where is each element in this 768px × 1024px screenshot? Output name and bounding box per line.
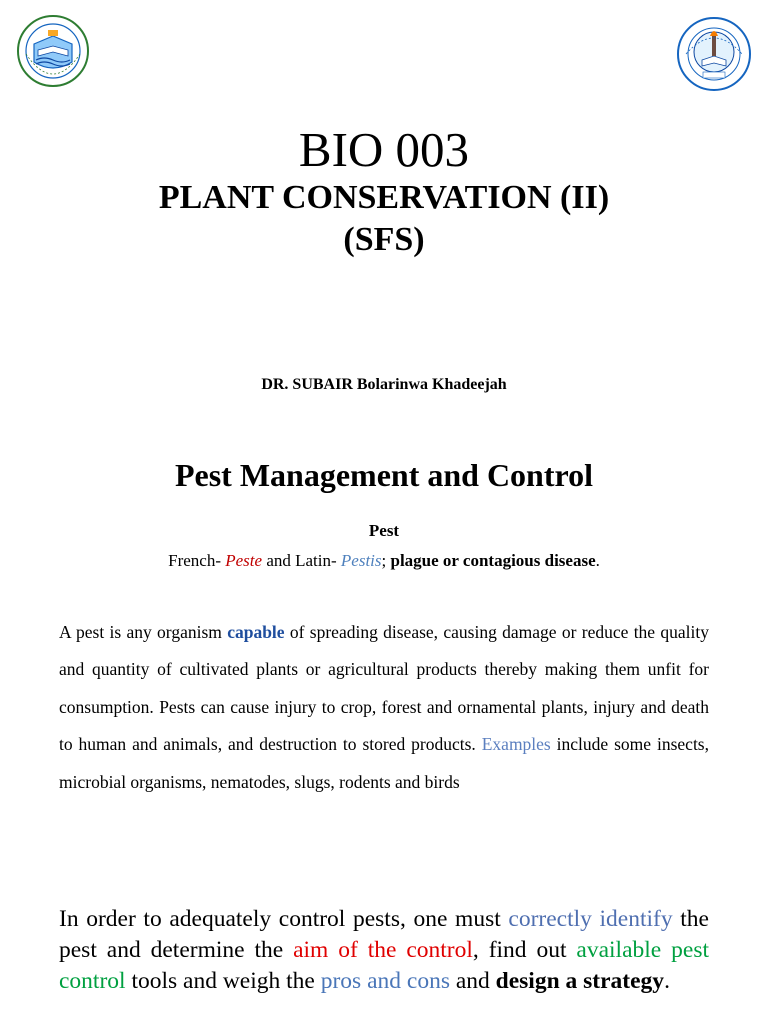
pest-heading: Pest <box>368 521 400 540</box>
course-subtitle: (SFS) <box>343 221 425 258</box>
para1-part2: of spreading disease, causing damage or reduce the quality and quantity of cultivated plants or agricultural products thereby making them unfit for consumption. Pests can cause injury to crop, forest and ornamental plants, injury and death to human and animals, and destruction to stored products. <box>59 622 709 755</box>
para1-highlight: capable <box>227 622 285 642</box>
etym-sep: ; <box>381 551 391 570</box>
crest-icon <box>16 14 90 88</box>
etym-end: . <box>595 551 600 570</box>
para2-pros-cons: pros and cons <box>320 968 450 994</box>
author-name: DR. SUBAIR Bolarinwa Khadeejah <box>261 376 507 393</box>
para2-design-strategy: design a strategy <box>495 968 665 994</box>
para2-t2: the pest and determine the <box>59 906 709 963</box>
course-code: BIO 003 <box>298 122 470 177</box>
etym-mid: and Latin- <box>262 551 341 570</box>
university-logo-right <box>676 16 752 92</box>
para2-correctly-identify: correctly identify <box>508 906 673 932</box>
para2-t4: tools and weigh the <box>125 968 321 994</box>
etymology-line <box>0 551 768 571</box>
latin-word: Pestis <box>340 551 382 570</box>
course-title: PLANT CONSERVATION (II) <box>158 179 610 216</box>
seal-icon <box>676 16 752 92</box>
para1-examples: Examples <box>481 734 551 755</box>
para2-aim-of-control: aim of the control <box>293 937 473 963</box>
para1-part1: A pest is any organism <box>59 622 228 642</box>
para2-available-tools: available pest control <box>59 937 709 994</box>
para2-t1: In order to adequately control pests, one must <box>59 906 509 932</box>
para2-t3: , find out <box>472 937 577 963</box>
para2-t5: and <box>449 968 496 994</box>
etym-meaning: plague or contagious disease <box>390 551 596 570</box>
pest-definition-paragraph <box>59 614 709 801</box>
university-logo-left <box>16 14 90 88</box>
control-strategy-paragraph <box>59 904 709 997</box>
section-title: Pest Management and Control <box>174 457 594 493</box>
para1-part3: include some insects, microbial organisms, nematodes, slugs, rodents and birds <box>59 734 709 792</box>
para2-t6: . <box>664 968 670 994</box>
french-word: Peste <box>225 551 263 570</box>
etym-prefix: French- <box>168 551 226 570</box>
